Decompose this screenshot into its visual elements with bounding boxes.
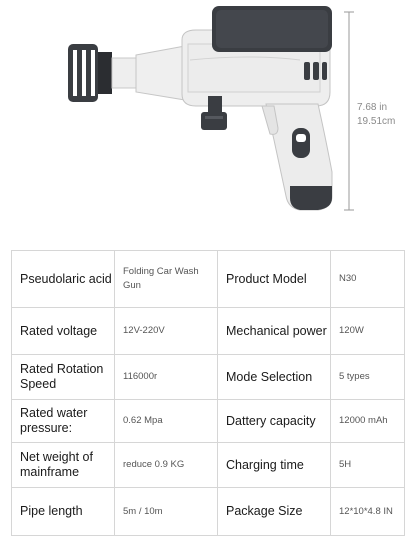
nozzle — [68, 44, 136, 102]
spec-label: Net weight of mainframe — [12, 443, 115, 488]
spec-value: 12*10*4.8 IN — [331, 488, 405, 536]
car-wash-gun-illustration — [0, 0, 416, 248]
dimension-inches: 7.68 in — [357, 102, 388, 113]
spec-value: 116000r — [115, 355, 218, 400]
spec-value: 5m / 10m — [115, 488, 218, 536]
spec-label: Dattery capacity — [218, 400, 331, 443]
vent-slots — [304, 62, 327, 80]
spec-label: Package Size — [218, 488, 331, 536]
product-image-area — [0, 0, 416, 248]
spec-label: Rated water pressure: — [12, 400, 115, 443]
spec-value: 12V-220V — [115, 308, 218, 355]
spec-value: 5 types — [331, 355, 405, 400]
spec-value: 12000 mAh — [331, 400, 405, 443]
dimension-cm: 19.51cm — [357, 116, 396, 127]
specification-table — [11, 250, 405, 536]
spec-label: Product Model — [218, 251, 331, 308]
spec-label: Rated Rotation Speed — [12, 355, 115, 400]
spec-value: N30 — [331, 251, 405, 308]
table-row — [12, 443, 405, 488]
spec-value: Folding Car Wash Gun — [115, 251, 218, 308]
spec-label: Rated voltage — [12, 308, 115, 355]
height-dimension-line — [344, 12, 354, 210]
spec-label: Charging time — [218, 443, 331, 488]
table-row — [12, 488, 405, 536]
table-row — [12, 308, 405, 355]
spec-value: reduce 0.9 KG — [115, 443, 218, 488]
spec-value: 5H — [331, 443, 405, 488]
spec-value: 120W — [331, 308, 405, 355]
spec-label: Mechanical power — [218, 308, 331, 355]
table-row — [12, 400, 405, 443]
table-row — [12, 251, 405, 308]
spec-label: Pseudolaric acid — [12, 251, 115, 308]
spec-value: 0.62 Mpa — [115, 400, 218, 443]
spec-label: Pipe length — [12, 488, 115, 536]
spec-label: Mode Selection — [218, 355, 331, 400]
table-row — [12, 355, 405, 400]
